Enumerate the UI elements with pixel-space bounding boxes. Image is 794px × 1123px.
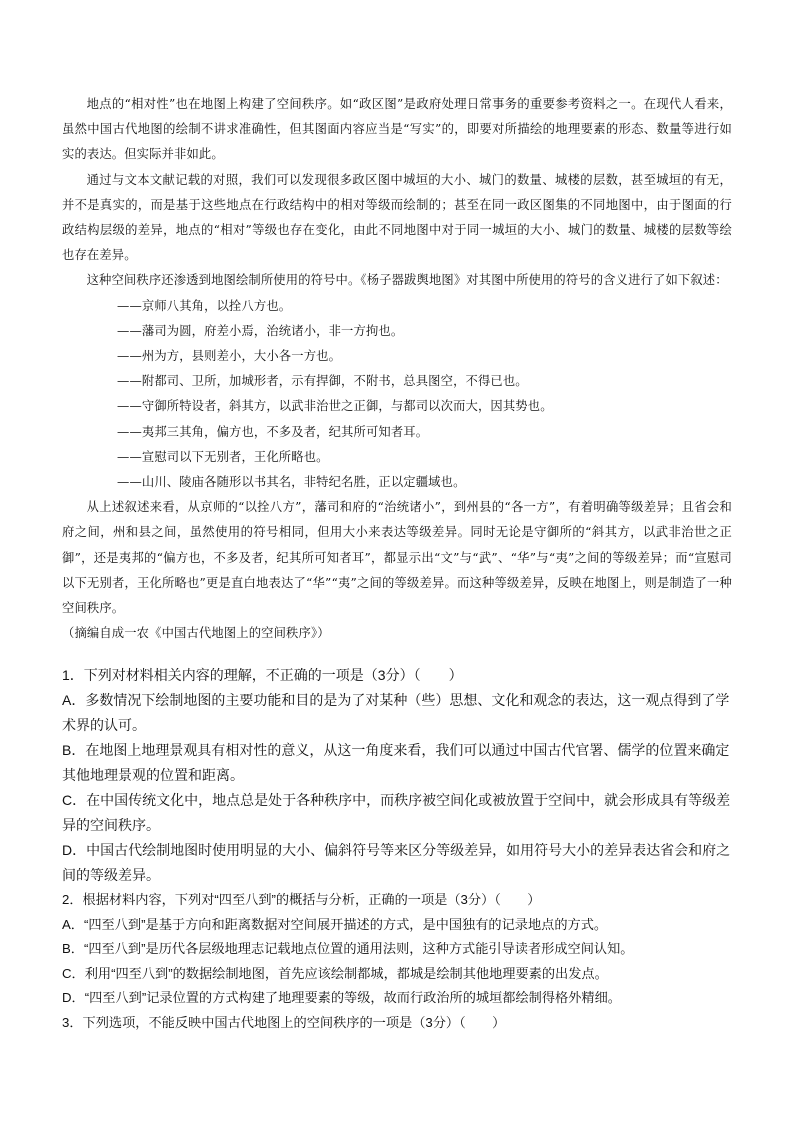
question-1-option-a: A．多数情况下绘制地图的主要功能和目的是为了对某种（些）思想、文化和观念的表达，这一观点得到了学术界的认可。	[62, 692, 730, 733]
passage-paragraph-1: 地点的“相对性”也在地图上构建了空间秩序。如“政区图”是政府处理日常事务的重要参考资料之一。在现代人看来，虽然中国古代地图的绘制不讲求准确性，但其图面内容应当是“写实”的，即要对所描绘的地理要素的形态、数量等进行如实的表达。但实际并非如此。	[62, 97, 732, 162]
passage-source: （摘编自成一农《中国古代地图上的空间秩序》）	[62, 626, 330, 641]
question-3-stem: 3．下列选项，不能反映中国古代地图上的空间秩序的一项是（3分）（ ）	[62, 1014, 506, 1030]
question-1-stem: 1．下列对材料相关内容的理解，不正确的一项是（3分）（ ）	[62, 667, 463, 683]
symbol-quote: ——宣慰司以下无别者，王化所略也。	[117, 449, 329, 464]
question-1-option-c: C．在中国传统文化中，地点总是处于各种秩序中，而秩序被空间化或被放置于空间中，就会形成具有等级差异的空间秩序。	[62, 792, 731, 833]
symbol-quote: ——京师八其角，以拴八方也。	[117, 298, 292, 313]
symbol-quote: ——守御所特设者，斜其方，以武非治世之正御，与都司以次而大，因其势也。	[117, 399, 553, 414]
question-2-option-a: A．“四至八到”是基于方向和距离数据对空间展开描述的方式，是中国独有的记录地点的方式。	[62, 916, 608, 932]
question-1-option-b: B．在地图上地理景观具有相对性的意义，从这一角度来看，我们可以通过中国古代官署、儒学的位置来确定其他地理景观的位置和距离。	[62, 742, 730, 783]
question-1-option-d: D．中国古代绘制地图时使用明显的大小、偏斜符号等来区分等级差异，如用符号大小的差异表达省会和府之间的等级差异。	[62, 842, 731, 883]
passage-paragraph-3: 这种空间秩序还渗透到地图绘制所使用的符号中。《杨子器跋舆地图》对其图中所使用的符号的含义进行了如下叙述：	[86, 273, 728, 288]
symbol-quote: ——藩司为圆，府差小焉，治统诸小，非一方拘也。	[117, 323, 404, 338]
symbol-quote-list	[62, 294, 732, 496]
question-section	[62, 663, 732, 1036]
question-2-stem: 2．根据材料内容，下列对“四至八到”的概括与分析，正确的一项是（3分）（ ）	[62, 892, 541, 907]
symbol-quote: ——山川、陵庙各随形以书其名，非特纪名胜，正以定疆域也。	[117, 475, 466, 490]
passage-paragraph-2: 通过与文本文献记载的对照，我们可以发现很多政区图中城垣的大小、城门的数量、城楼的层数，甚至城垣的有无，并不是真实的，而是基于这些地点在行政结构中的相对等级而绘制的；甚至在同一政区图集的不同地图中，由于图面的行政结构层级的差异，地点的“相对”等级也存在变化，由此不同地图中对于同一城垣的大小、城门的数量、城楼的层数等绘也存在差异。	[62, 172, 732, 263]
reading-passage	[62, 92, 732, 646]
symbol-quote: ——附都司、卫所，加城形者，示有捍御，不附书，总具图空，不得已也。	[117, 374, 528, 389]
question-2-option-d: D．“四至八到”记录位置的方式构建了地理要素的等级，故而行政治所的城垣都绘制得格外精细。	[62, 990, 621, 1006]
symbol-quote: ——州为方，县则差小，大小各一方也。	[117, 349, 342, 364]
question-2-option-b: B．“四至八到”是历代各层级地理志记载地点位置的通用法则，这种方式能引导读者形成空间认知。	[62, 941, 634, 957]
question-2-option-c: C．利用“四至八到”的数据绘制地图，首先应该绘制都城，都城是绘制其他地理要素的出发点。	[62, 965, 608, 981]
passage-paragraph-4: 从上述叙述来看，从京师的“以拴八方”，藩司和府的“治统诸小”，到州县的“各一方”，有着明确等级差异；且省会和府之间，州和县之间，虽然使用的符号相同，但用大小来表达等级差异。同时无论是守御所的“斜其方，以武非治世之正御”，还是夷邦的“偏方也，不多及者，纪其所可知者耳”，都显示出“文”与“武”、“华”与“夷”之间的等级差异；而“宣慰司以下无别者，王化所略也”更是直白地表达了“华”“夷”之间的等级差异。而这种等级差异，反映在地图上，则是制造了一种空间秩序。	[62, 500, 732, 616]
symbol-quote: ——夷邦三其角，偏方也，不多及者，纪其所可知者耳。	[117, 424, 429, 439]
